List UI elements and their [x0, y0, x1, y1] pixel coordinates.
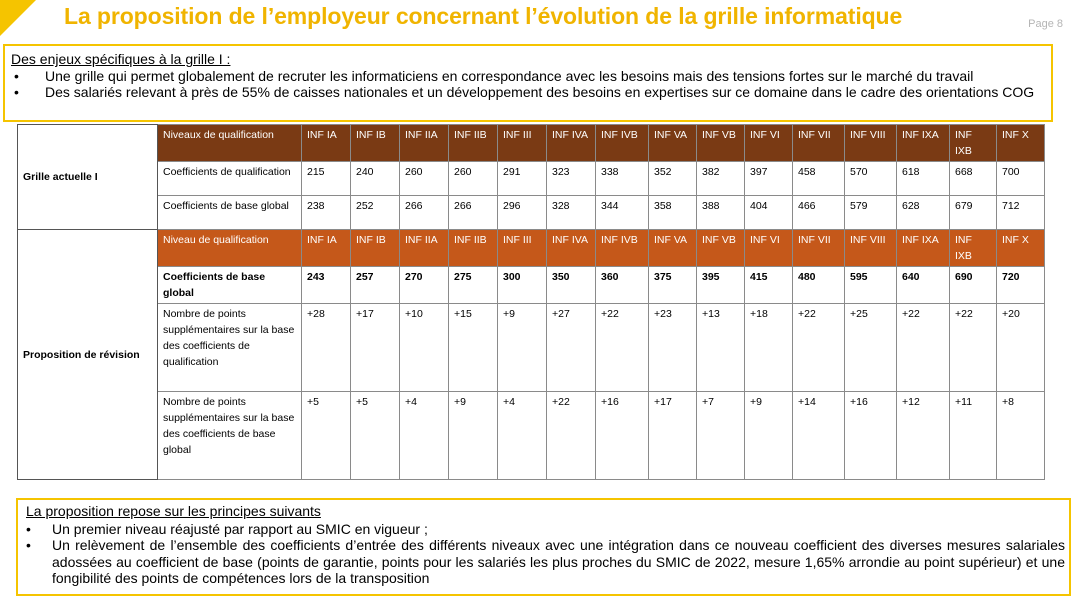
proposal-row [18, 230, 1045, 267]
table-cell: 618 [897, 162, 950, 196]
table-cell: +23 [649, 304, 697, 392]
table-cell: 266 [400, 196, 449, 230]
table-cell: 570 [845, 162, 897, 196]
issues-list [11, 68, 1047, 100]
bullet-icon: • [26, 520, 31, 537]
table-cell: INF VII [793, 125, 845, 162]
table-cell: +17 [351, 304, 400, 392]
corner-accent [0, 0, 36, 36]
table-cell: 260 [400, 162, 449, 196]
table-cell: 690 [950, 267, 997, 304]
table-cell: +15 [449, 304, 498, 392]
principles-list [26, 521, 1065, 587]
table-cell: INF IA [302, 230, 351, 267]
issues-heading: Des enjeux spécifiques à la grille I : [11, 51, 231, 67]
bullet-icon: • [14, 84, 19, 100]
row-label: Coefficients de qualification [158, 162, 302, 196]
table-cell: +5 [351, 392, 400, 480]
table-cell: 300 [498, 267, 547, 304]
table-cell: +18 [745, 304, 793, 392]
table-cell: 679 [950, 196, 997, 230]
issues-bullet-text: Des salariés relevant à près de 55% de caisses nationales et un développement des besoins en expertises sur ce domaine dans le cadre des orientations COG [45, 84, 1035, 100]
table-cell: 579 [845, 196, 897, 230]
table-cell: INF VIII [845, 230, 897, 267]
table-cell: +4 [400, 392, 449, 480]
table-cell: 466 [793, 196, 845, 230]
table-cell: INF VIII [845, 125, 897, 162]
table-cell: +10 [400, 304, 449, 392]
table-cell: 252 [351, 196, 400, 230]
page-number: Page 8 [1028, 18, 1063, 30]
row-label: Coefficients de base global [158, 267, 302, 304]
table-cell: 700 [997, 162, 1045, 196]
row-label: Nombre de points supplémentaires sur la base des coefficients de base global [158, 392, 302, 480]
table-cell: 595 [845, 267, 897, 304]
table-cell: 480 [793, 267, 845, 304]
proposal-row [18, 304, 1045, 392]
table-cell: INF III [498, 125, 547, 162]
page-title: La proposition de l’employeur concernant l’évolution de la grille informatique [64, 3, 903, 29]
table-cell: 243 [302, 267, 351, 304]
table-cell: 388 [697, 196, 745, 230]
principles-bullet [26, 521, 1065, 538]
table-cell: INF VI [745, 230, 793, 267]
principles-heading: La proposition repose sur les principes suivants [26, 503, 321, 519]
table-cell: 360 [596, 267, 649, 304]
table-cell: +27 [547, 304, 596, 392]
table-cell: 270 [400, 267, 449, 304]
issues-bullet-text: Une grille qui permet globalement de recruter les informaticiens en correspondance avec les besoins mais des tensions fortes sur le marché du travail [45, 68, 974, 84]
table-cell: 338 [596, 162, 649, 196]
row-label: Coefficients de base global [158, 196, 302, 230]
issues-bullet [11, 68, 1047, 84]
table-cell: 257 [351, 267, 400, 304]
table-cell: +9 [745, 392, 793, 480]
issues-bullet [11, 84, 1047, 100]
table-cell: 358 [649, 196, 697, 230]
table-cell: 350 [547, 267, 596, 304]
table-cell: INF IIA [400, 125, 449, 162]
table-cell: 397 [745, 162, 793, 196]
table-cell: 352 [649, 162, 697, 196]
table-cell: +9 [449, 392, 498, 480]
principles-bullet-text: Un relèvement de l’ensemble des coefficients d’entrée des différents niveaux avec une intégration dans ce nouveau coefficient des diverses mesures salariales adossées au coefficient de base (points de garantie, points pour les salariés les plus proches du SMIC de 2022, mesure 1,65% arrondie au point supérieur) et une fongibilité des points de compétences lors de la transposition [52, 537, 1065, 586]
table-cell: 458 [793, 162, 845, 196]
grid-table [17, 124, 1045, 480]
table-cell: 382 [697, 162, 745, 196]
table-cell: +22 [950, 304, 997, 392]
table-cell: +25 [845, 304, 897, 392]
table-cell: INF IB [351, 125, 400, 162]
table-cell: INF X [997, 125, 1045, 162]
table-cell: INF IA [302, 125, 351, 162]
table-cell: INF VII [793, 230, 845, 267]
table-cell: INF IB [351, 230, 400, 267]
table-cell: INF IXA [897, 125, 950, 162]
table-cell: 712 [997, 196, 1045, 230]
table-cell: 668 [950, 162, 997, 196]
table-cell: 415 [745, 267, 793, 304]
bullet-icon: • [14, 68, 19, 84]
principles-box [16, 498, 1071, 596]
table-cell: 720 [997, 267, 1045, 304]
proposal-row [18, 267, 1045, 304]
table-cell: 323 [547, 162, 596, 196]
table-cell: INF IXB [950, 230, 997, 267]
proposal-row [18, 392, 1045, 480]
table-cell: +7 [697, 392, 745, 480]
table-cell: +12 [897, 392, 950, 480]
table-cell: 260 [449, 162, 498, 196]
table-cell: 296 [498, 196, 547, 230]
table-cell: +28 [302, 304, 351, 392]
table-cell: +5 [302, 392, 351, 480]
table-cell: 215 [302, 162, 351, 196]
issues-box [3, 44, 1053, 122]
table-cell: 640 [897, 267, 950, 304]
grid-body [18, 125, 1045, 480]
table-cell: INF VB [697, 230, 745, 267]
table-cell: +13 [697, 304, 745, 392]
table-cell: +14 [793, 392, 845, 480]
table-cell: +11 [950, 392, 997, 480]
table-cell: 275 [449, 267, 498, 304]
table-cell: +22 [897, 304, 950, 392]
table-cell: 395 [697, 267, 745, 304]
table-cell: +22 [547, 392, 596, 480]
table-cell: INF VB [697, 125, 745, 162]
row-label: Niveau de qualification [158, 230, 302, 267]
table-cell: INF IIB [449, 230, 498, 267]
table-cell: 344 [596, 196, 649, 230]
table-cell: 328 [547, 196, 596, 230]
table-cell: INF VA [649, 230, 697, 267]
table-cell: INF IXA [897, 230, 950, 267]
table-cell: 266 [449, 196, 498, 230]
table-cell: 240 [351, 162, 400, 196]
row-label: Nombre de points supplémentaires sur la base des coefficients de qualification [158, 304, 302, 392]
table-cell: 238 [302, 196, 351, 230]
table-cell: 404 [745, 196, 793, 230]
table-cell: INF IIA [400, 230, 449, 267]
table-cell: INF IVA [547, 230, 596, 267]
table-cell: +9 [498, 304, 547, 392]
table-cell: +16 [596, 392, 649, 480]
current-row [18, 125, 1045, 162]
table-cell: +17 [649, 392, 697, 480]
principles-bullet-text: Un premier niveau réajusté par rapport au SMIC en vigueur ; [52, 520, 428, 537]
bullet-icon: • [26, 537, 31, 553]
table-cell: 628 [897, 196, 950, 230]
table-cell: INF IXB [950, 125, 997, 162]
table-cell: 291 [498, 162, 547, 196]
proposal-section-label: Proposition de révision [18, 230, 158, 480]
table-cell: +8 [997, 392, 1045, 480]
principles-bullet [26, 537, 1065, 587]
table-cell: INF X [997, 230, 1045, 267]
table-cell: +22 [793, 304, 845, 392]
table-cell: INF VA [649, 125, 697, 162]
current-section-label: Grille actuelle I [18, 125, 158, 230]
current-row [18, 196, 1045, 230]
table-cell: INF IVB [596, 230, 649, 267]
table-cell: +4 [498, 392, 547, 480]
table-cell: INF III [498, 230, 547, 267]
table-cell: INF IVA [547, 125, 596, 162]
table-cell: +20 [997, 304, 1045, 392]
table-cell: +16 [845, 392, 897, 480]
table-cell: INF IIB [449, 125, 498, 162]
current-row [18, 162, 1045, 196]
table-cell: 375 [649, 267, 697, 304]
table-cell: +22 [596, 304, 649, 392]
row-label: Niveaux de qualification [158, 125, 302, 162]
table-cell: INF VI [745, 125, 793, 162]
table-cell: INF IVB [596, 125, 649, 162]
